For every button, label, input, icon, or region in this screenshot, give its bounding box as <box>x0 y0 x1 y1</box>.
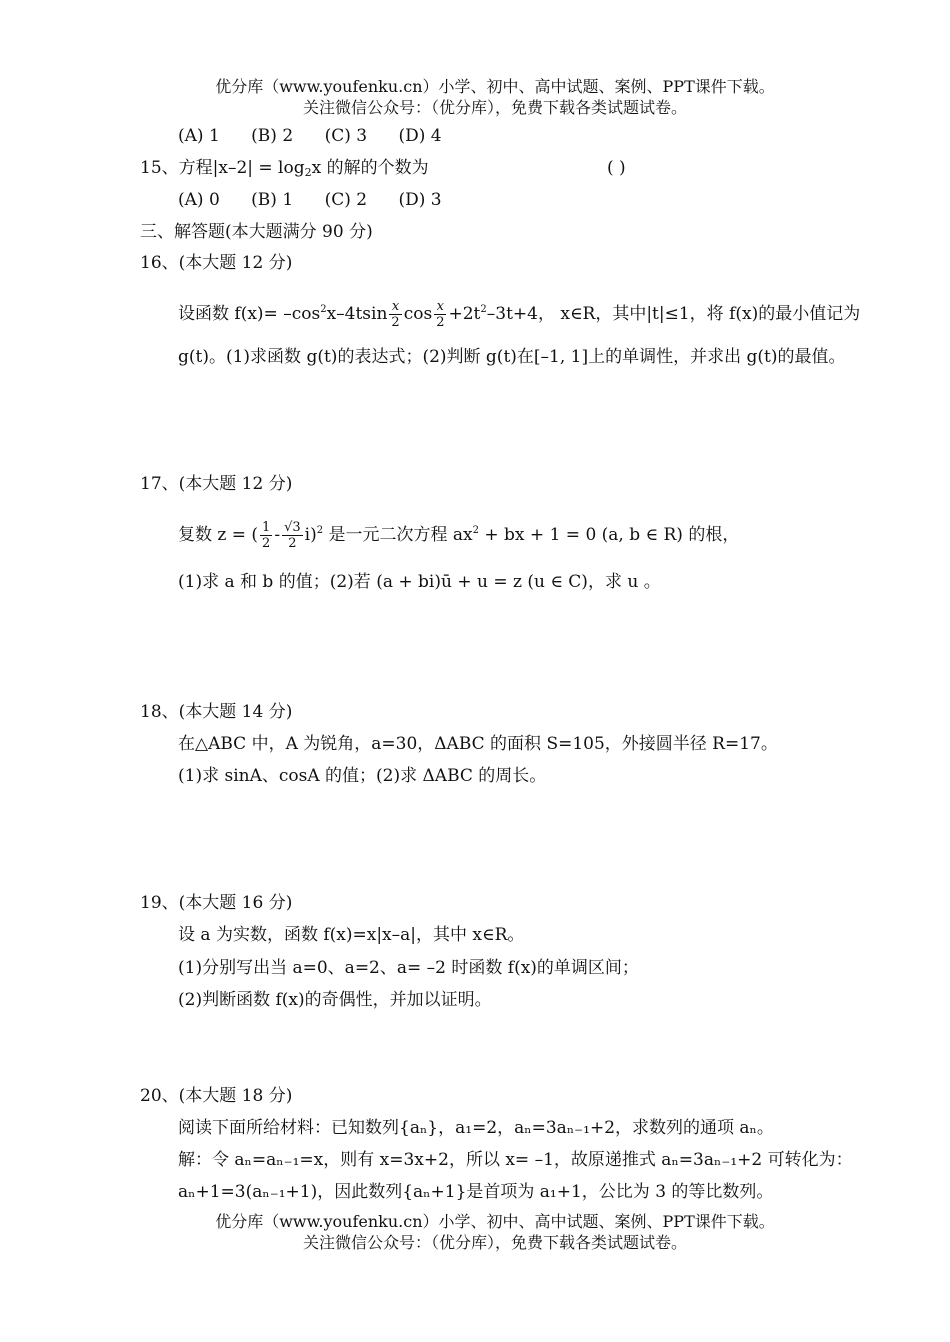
header-line-1: 优分库（www.youfenku.cn）小学、初中、高中试题、案例、PPT课件下载。 <box>215 77 775 96</box>
q17-l1-c: i) <box>304 525 317 545</box>
q16-l1-b: x–4tsin <box>326 304 388 324</box>
q19-line-2: (1)分别写出当 a=0、a=2、a= –2 时函数 f(x)的单调区间； <box>178 958 639 978</box>
q16-line-2: g(t)。(1)求函数 g(t)的表达式；(2)判断 g(t)在[–1, 1]上的单调性，并求出 g(t)的最值。 <box>178 347 846 367</box>
q17-l1-a: 复数 z = ( <box>178 525 259 545</box>
q14-options <box>178 125 442 147</box>
q15-number: 15、 <box>140 158 179 178</box>
q17-l1-e: + bx + 1 = 0 (a, b ∈ R) 的根， <box>479 525 740 545</box>
q15-option-c: (C) 2 <box>324 190 368 210</box>
q20-line-1: 阅读下面所给材料：已知数列{aₙ}，a₁=2，aₙ=3aₙ₋₁+2，求数列的通项 aₙ。 <box>178 1118 774 1138</box>
q16-frac-1: $\frac{x}{2}$ <box>391 299 400 330</box>
q14-option-c: (C) 3 <box>324 126 368 146</box>
q16-heading: 16、(本大题 12 分) <box>140 253 293 273</box>
q16-frac-2: $\frac{x}{2}$ <box>436 299 445 330</box>
q17-l1-b: - <box>274 525 281 545</box>
q17-line-2: (1)求 a 和 b 的值；(2)若 (a + bi)ū + u = z (u ∈ C)，求 u 。 <box>178 572 661 592</box>
q14-option-b: (B) 2 <box>251 126 294 146</box>
q15-option-d: (D) 3 <box>398 190 442 210</box>
q14-option-a: (A) 1 <box>178 126 220 146</box>
q16-l1-c: cos <box>403 304 433 324</box>
q15-answer-paren: ( ) <box>607 158 626 178</box>
q17-heading: 17、(本大题 12 分) <box>140 474 293 494</box>
q15-text-b: x 的解的个数为 <box>311 158 429 178</box>
q14-option-d: (D) 4 <box>398 126 442 146</box>
q17-line-1 <box>178 511 739 555</box>
section-3-title: 三、解答题(本大题满分 90 分) <box>140 222 373 242</box>
q15-option-a: (A) 0 <box>178 190 220 210</box>
q16-l1-sup: 2 <box>320 304 327 315</box>
q17-l1-sup: 2 <box>316 525 324 536</box>
q20-line-2: 解：令 aₙ=aₙ₋₁=x，则有 x=3x+2，所以 x= –1，故原递推式 aₙ=3aₙ₋₁+2 可转化为： <box>178 1150 853 1170</box>
footer-line-2: 关注微信公众号：（优分库），免费下载各类试题试卷。 <box>302 1233 687 1252</box>
q15-options <box>178 189 442 211</box>
q16-l1-a: 设函数 f(x)= –cos <box>178 304 321 324</box>
q17-frac-2: $\frac{√3}{2}$ <box>284 520 301 551</box>
q16-line-1 <box>178 290 860 334</box>
q15-stem <box>140 157 429 184</box>
q17-frac-1: $\frac{1}{2}$ <box>262 520 271 551</box>
q17-l1-d: 是一元二次方程 ax <box>323 525 473 545</box>
q15-text-a: 方程|x–2| = log <box>178 158 305 178</box>
q16-l1-sup2: 2 <box>480 304 487 315</box>
q19-line-1: 设 a 为实数，函数 f(x)=x|x–a|，其中 x∈R。 <box>178 925 525 945</box>
footer-line-1: 优分库（www.youfenku.cn）小学、初中、高中试题、案例、PPT课件下载。 <box>215 1212 775 1231</box>
q15-log-base: 2 <box>304 166 312 179</box>
header-line-2: 关注微信公众号：（优分库），免费下载各类试题试卷。 <box>302 98 687 117</box>
q20-line-3: aₙ+1=3(aₙ₋₁+1)，因此数列{aₙ+1}是首项为 a₁+1，公比为 3 的等比数列。 <box>178 1182 774 1202</box>
q16-l1-d: +2t <box>448 304 481 324</box>
q18-heading: 18、(本大题 14 分) <box>140 702 293 722</box>
q17-l1-sup2: 2 <box>472 525 479 536</box>
q16-l1-e: –3t+4， x∈R，其中|t|≤1，将 f(x)的最小值记为 <box>486 304 861 324</box>
q19-heading: 19、(本大题 16 分) <box>140 893 293 913</box>
q20-heading: 20、(本大题 18 分) <box>140 1086 293 1106</box>
q18-line-2: (1)求 sinA、cosA 的值；(2)求 ΔABC 的周长。 <box>178 766 547 786</box>
q19-line-3: (2)判断函数 f(x)的奇偶性，并加以证明。 <box>178 990 492 1010</box>
q18-line-1: 在△ABC 中，A 为锐角，a=30，ΔABC 的面积 S=105，外接圆半径 R=17。 <box>178 734 778 754</box>
q15-option-b: (B) 1 <box>251 190 294 210</box>
